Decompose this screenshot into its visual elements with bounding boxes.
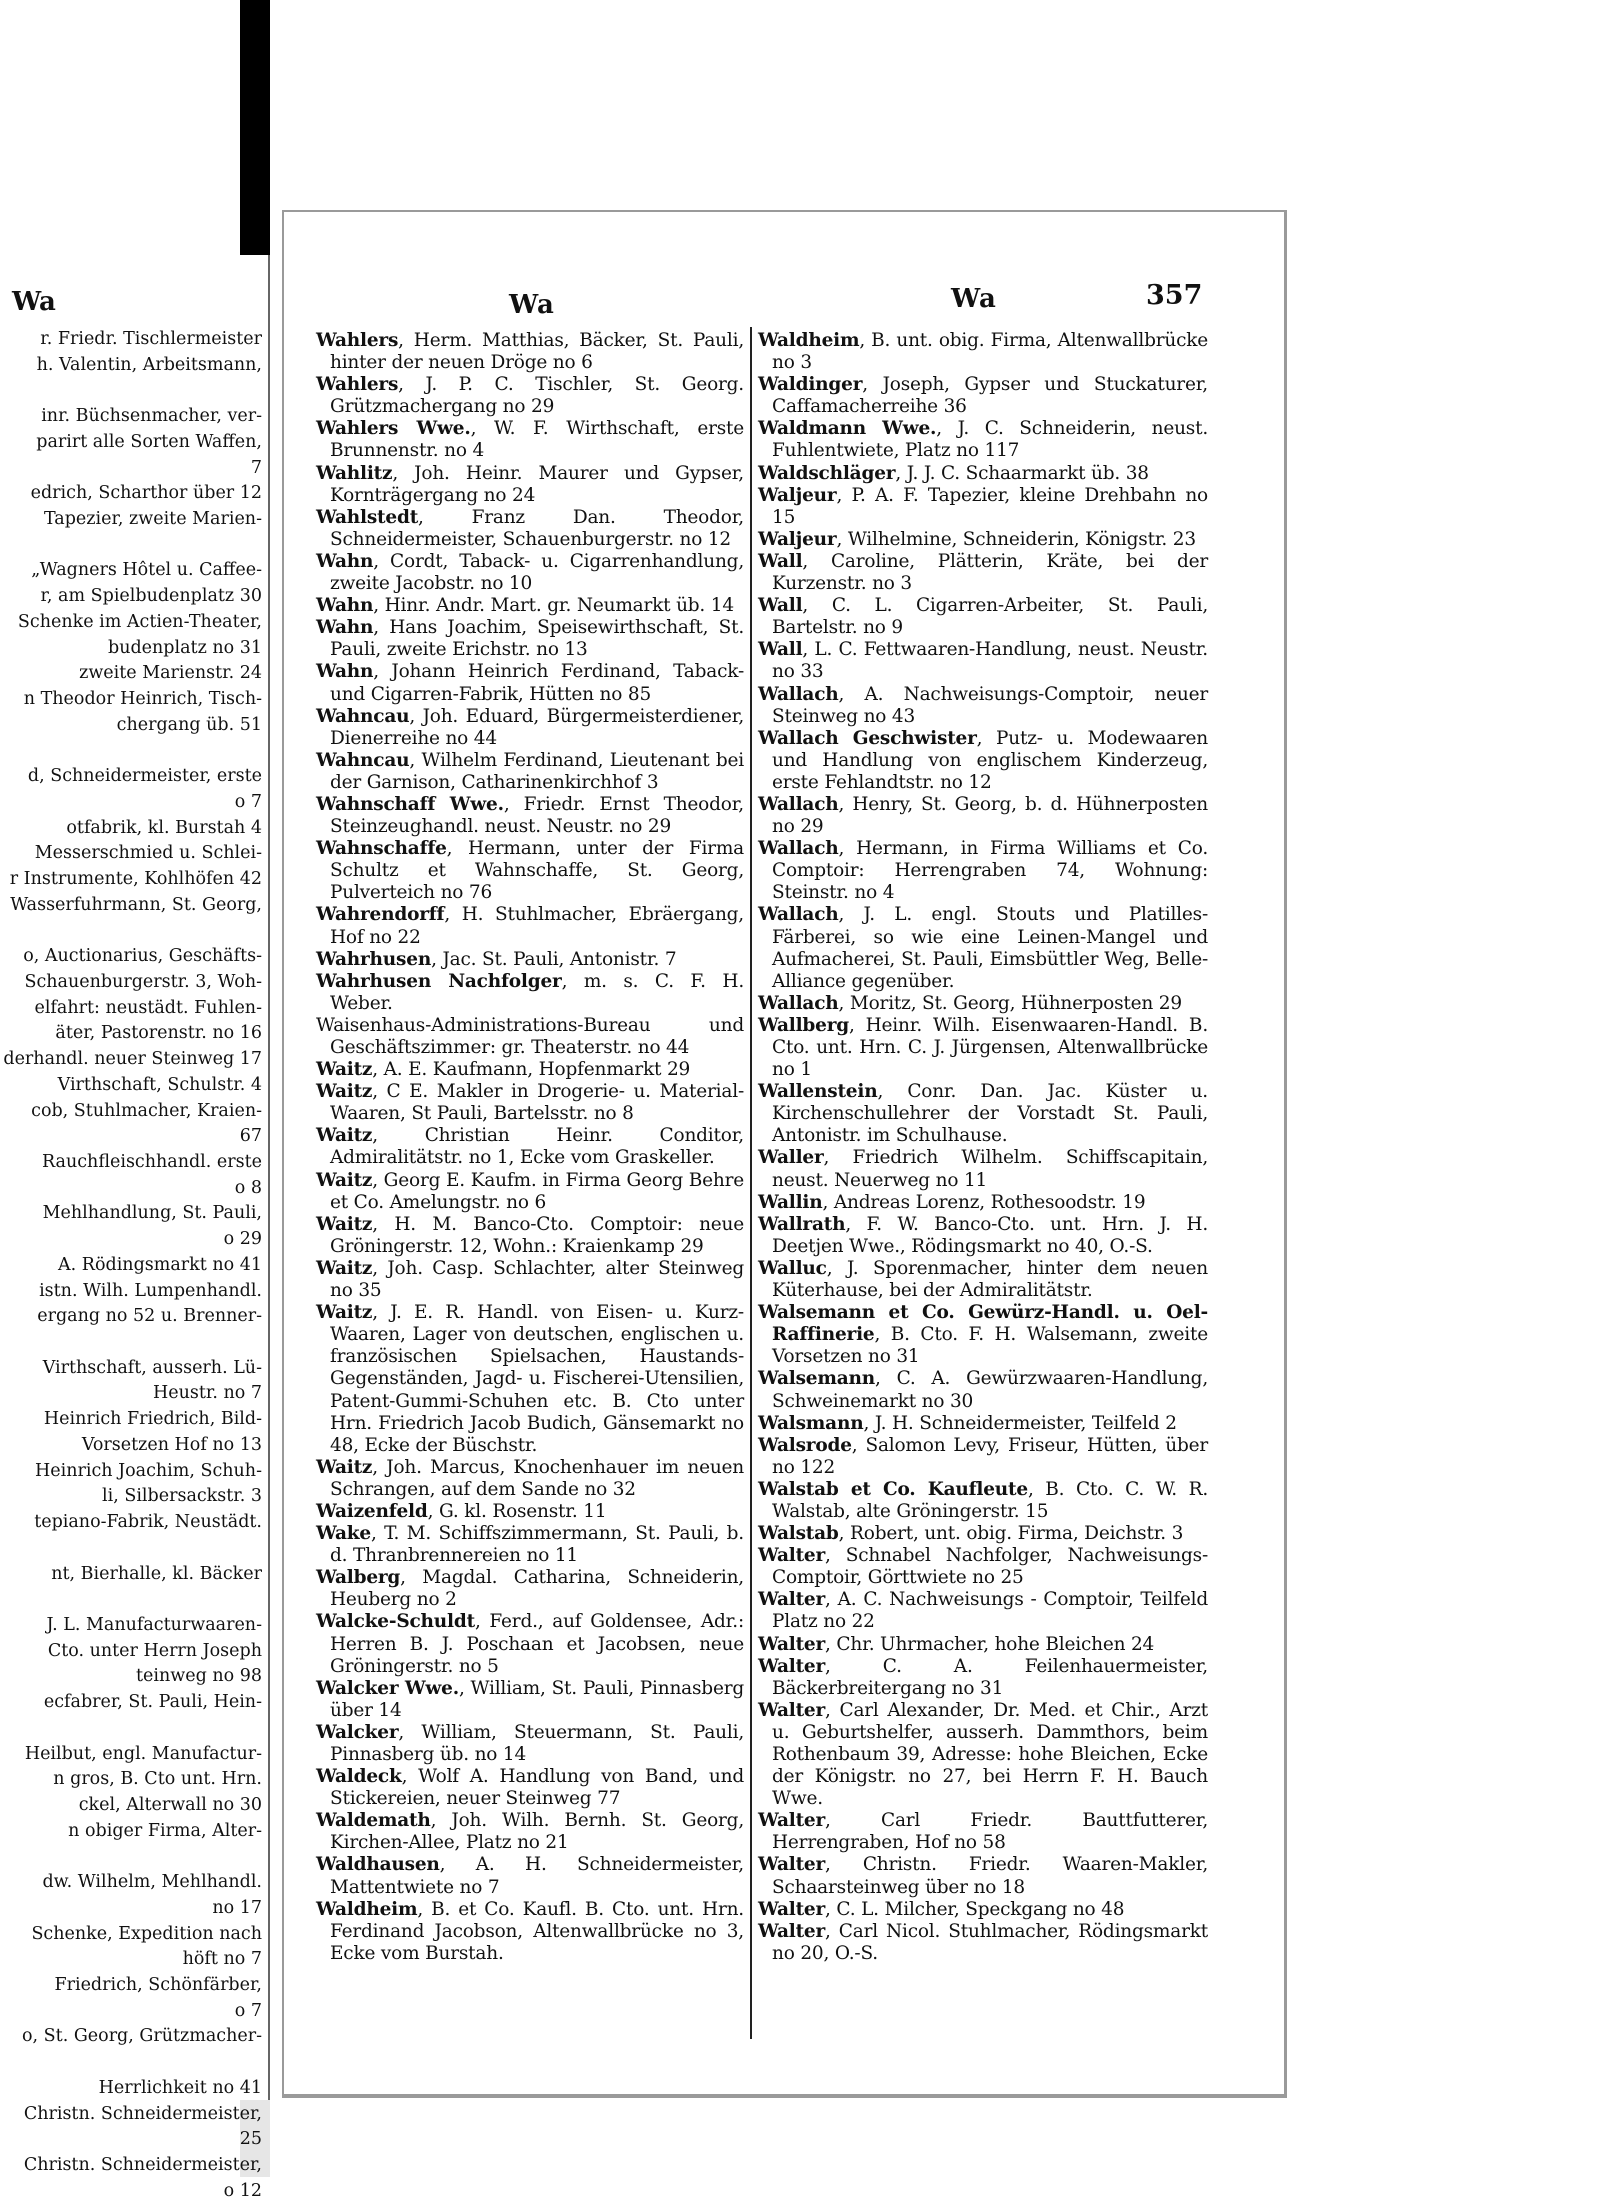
directory-entry: Wahnschaff Wwe., Friedr. Ernst Theodor, Steinzeughandl. neust. Neustr. no 29 (316, 793, 744, 838)
directory-entry: Waitz, Georg E. Kaufm. in Firma Georg Behre et Co. Amelungstr. no 6 (316, 1169, 744, 1213)
page-number: 357 (1146, 280, 1203, 311)
directory-entry: Wallach Geschwister, Putz- u. Modewaaren und Handlung von englischem Kinderzeug, erste Fehlandtstr. no 12 (758, 727, 1208, 793)
left-page-line: Rauchfleischhandl. erste (41, 1152, 262, 1172)
left-page-line: J. L. Manufacturwaaren- (46, 1614, 262, 1635)
left-page-line: Virthschaft, ausserh. Lü- (42, 1357, 262, 1378)
directory-entry: Waizenfeld, G. kl. Rosenstr. 11 (316, 1500, 607, 1522)
directory-entry: Walsrode, Salomon Levy, Friseur, Hütten, über no 122 (758, 1434, 1208, 1478)
header-right: Wa (951, 284, 997, 314)
directory-entry: Walter, A. C. Nachweisungs - Comptoir, Teilfeld Platz no 22 (758, 1589, 1208, 1633)
directory-entry: Wahlstedt, Franz Dan. Theodor, Schneidermeister, Schauenburgerstr. no 12 (316, 506, 744, 550)
left-page-line: r. Friedr. Tischlermeister (40, 329, 262, 349)
left-page-line: Heustr. no 7 (153, 1383, 262, 1404)
directory-entry: Waller, Friedrich Wilhelm. Schiffscapitain, neust. Neuerweg no 11 (758, 1147, 1208, 1191)
left-page-line: zweite Marienstr. 24 (79, 663, 262, 684)
left-page-line: derhandl. neuer Steinweg 17 (3, 1049, 262, 1070)
directory-entry: Walsemann et Co. Gewürz-Handl. u. Oel-Raffinerie, B. Cto. F. H. Walsemann, zweite Vorsetzen no 31 (758, 1302, 1208, 1368)
directory-entry: Walter, C. L. Milcher, Speckgang no 48 (758, 1898, 1125, 1920)
left-page-lines (0, 327, 262, 2204)
directory-entry: Walcke-Schuldt, Ferd., auf Goldensee, Adr.: Herren B. J. Poschaan et Jacobsen, neue Gröningerstr. no 5 (316, 1611, 744, 1677)
left-page-line (0, 739, 262, 765)
left-page-line: Heinrich Friedrich, Bild- (43, 1409, 262, 1430)
directory-entry: Waitz, C E. Makler in Drogerie- u. Material-Waaren, St Pauli, Bartelsstr. no 8 (316, 1081, 744, 1125)
left-page-line: 25 (239, 2129, 262, 2150)
left-page-line: 67 (239, 1126, 262, 1147)
left-page-line (0, 1536, 262, 1562)
left-page-line: Vorsetzen Hof no 13 (81, 1434, 262, 1455)
left-page-line: Cto. unter Herrn Joseph (47, 1640, 262, 1661)
directory-entry: Waldeck, Wolf A. Handlung von Band, und Stickereien, neuer Steinweg 77 (316, 1766, 744, 1810)
directory-entry: Wallach, J. L. engl. Stouts und Platilles-Färberei, so wie eine Leinen-Mangel und Aufmacherei, St. Pauli, Eimsbüttler Weg, Belle-Alliance gegenüber. (758, 904, 1208, 992)
left-page-line: Schauenburgerstr. 3, Woh- (24, 971, 262, 992)
directory-entry: Waldheim, B. unt. obig. Firma, Altenwallbrücke no 3 (758, 330, 1208, 374)
left-page-line: edrich, Scharthor über 12 (30, 483, 262, 504)
left-page-line: Heilbut, engl. Manufactur- (24, 1743, 262, 1764)
left-page-line: Christn. Schneidermeister, (23, 2103, 262, 2124)
directory-entry: Walsmann, J. H. Schneidermeister, Teilfeld 2 (758, 1412, 1177, 1434)
left-page-line: parirt alle Sorten Waffen, (36, 431, 262, 452)
left-page-line: cob, Stuhlmacher, Kraien- (31, 1100, 262, 1121)
directory-entry: Wall, C. L. Cigarren-Arbeiter, St. Pauli, Bartelstr. no 9 (758, 595, 1208, 639)
left-page-line: h. Valentin, Arbeitsmann, (36, 354, 262, 375)
directory-entry: Waitz, Joh. Marcus, Knochenhauer im neuen Schrangen, auf dem Sande no 32 (316, 1456, 744, 1500)
directory-entry: Walberg, Magdal. Catharina, Schneiderin, Heuberg no 2 (316, 1567, 744, 1611)
directory-entry: Wallach, Hermann, in Firma Williams et Co. Comptoir: Herrengraben 74, Wohnung: Steinstr. no 4 (758, 838, 1208, 904)
left-page-line: Heinrich Joachim, Schuh- (35, 1460, 262, 1481)
left-page-line: dw. Wilhelm, Mehlhandl. (42, 1872, 262, 1893)
left-page-line: Tapezier, zweite Marien- (43, 509, 262, 530)
directory-entry: Wallenstein, Conr. Dan. Jac. Küster u. Kirchenschullehrer der Vorstadt St. Pauli, Antonistr. im Schulhause. (758, 1081, 1208, 1147)
directory-entry: Walter, C. A. Feilenhauermeister, Bäckerbreitergang no 31 (758, 1655, 1208, 1699)
column-right (758, 330, 1208, 1965)
left-page-line: n Theodor Heinrich, Tisch- (23, 689, 262, 710)
left-page-line: li, Silbersackstr. 3 (102, 1486, 262, 1507)
left-page-line: nt, Bierhalle, kl. Bäcker (51, 1563, 262, 1584)
left-page-line: istn. Wilh. Lumpenhandl. (39, 1280, 262, 1301)
left-page-line: ckel, Alterwall no 30 (78, 1794, 262, 1815)
directory-entry: Wall, L. C. Fettwaaren-Handlung, neust. Neustr. no 33 (758, 639, 1208, 683)
column-divider (750, 327, 752, 2039)
left-page-line: n gros, B. Cto unt. Hrn. (53, 1769, 262, 1790)
left-page-line: elfahrt: neustädt. Fuhlen- (34, 997, 262, 1018)
left-page-line: äter, Pastorenstr. no 16 (55, 1023, 262, 1044)
left-page-line: inr. Büchsenmacher, ver- (41, 406, 262, 427)
left-page-line: Wasserfuhrmann, St. Georg, (10, 894, 262, 915)
directory-entry: Walstab, Robert, unt. obig. Firma, Deichstr. 3 (758, 1523, 1184, 1545)
directory-entry: Walcker Wwe., William, St. Pauli, Pinnasberg über 14 (316, 1677, 744, 1721)
left-page-line: o 12 (223, 2180, 262, 2201)
left-page-line: Schenke im Actien-Theater, (17, 611, 262, 632)
directory-entry: Wahn, Hinr. Andr. Mart. gr. Neumarkt üb. 14 (316, 595, 734, 617)
directory-entry: Waldemath, Joh. Wilh. Bernh. St. Georg, Kirchen-Allee, Platz no 21 (316, 1810, 744, 1854)
left-page-line (0, 1330, 262, 1356)
left-page-line: 7 (250, 457, 262, 478)
directory-entry: Waitz, H. M. Banco-Cto. Comptoir: neue Gröningerstr. 12, Wohn.: Kraienkamp 29 (316, 1213, 744, 1257)
left-page-line: ecfabrer, St. Pauli, Hein- (43, 1692, 262, 1713)
left-page-line: A. Rödingsmarkt no 41 (58, 1254, 262, 1275)
left-page-line (0, 533, 262, 559)
directory-entry: Walstab et Co. Kaufleute, B. Cto. C. W. R. Walstab, alte Gröningerstr. 15 (758, 1478, 1208, 1522)
left-page-line: o, Auctionarius, Geschäfts- (23, 946, 262, 967)
left-page-line: chergang üb. 51 (116, 714, 262, 735)
directory-entry: Wall, Caroline, Plätterin, Kräte, bei der Kurzenstr. no 3 (758, 550, 1208, 595)
left-page-line: o, St. Georg, Grützmacher- (22, 2026, 262, 2047)
left-page-line: Herrlichkeit no 41 (98, 2077, 262, 2098)
directory-entry: Wallberg, Heinr. Wilh. Eisenwaaren-Handl. B. Cto. unt. Hrn. C. J. Jürgensen, Altenwallbrücke no 1 (758, 1014, 1208, 1081)
left-page-line: Mehlhandlung, St. Pauli, (42, 1203, 262, 1224)
directory-entry: Wahrhusen, Jac. St. Pauli, Antonistr. 7 (316, 948, 677, 970)
left-page-line: no 17 (212, 1897, 262, 1918)
left-page-line: Messerschmied u. Schlei- (34, 843, 262, 864)
left-page-line: teinweg no 98 (136, 1666, 262, 1687)
directory-entry: Wahrendorff, H. Stuhlmacher, Ebräergang, Hof no 22 (316, 904, 744, 948)
directory-entry: Waldhausen, A. H. Schneidermeister, Mattentwiete no 7 (316, 1854, 744, 1898)
left-page-line (0, 1716, 262, 1742)
directory-entry: Wallach, Moritz, St. Georg, Hühnerposten 29 (758, 992, 1182, 1014)
left-page-line: o 7 (234, 2000, 262, 2021)
directory-entry: Wahn, Hans Joachim, Speisewirthschaft, St. Pauli, zweite Erichstr. no 13 (316, 617, 744, 661)
directory-entry: Wahn, Johann Heinrich Ferdinand, Taback- und Cigarren-Fabrik, Hütten no 85 (316, 661, 744, 705)
directory-entry: Wahncau, Wilhelm Ferdinand, Lieutenant bei der Garnison, Catharinenkirchhof 3 (316, 749, 744, 793)
left-page-header: Wa (12, 287, 56, 317)
left-page-line: otfabrik, kl. Burstah 4 (66, 817, 262, 838)
directory-entry: Wallrath, F. W. Banco-Cto. unt. Hrn. J. H. Deetjen Wwe., Rödingsmarkt no 40, O.-S. (758, 1213, 1208, 1257)
left-page-line: Schenke, Expedition nach (31, 1923, 262, 1944)
directory-entry: Waldinger, Joseph, Gypser und Stuckaturer, Caffamacherreihe 36 (758, 374, 1208, 418)
directory-entry: Waldschläger, J. J. C. Schaarmarkt üb. 38 (758, 462, 1149, 484)
header-left: Wa (509, 290, 555, 320)
directory-entry: Walsemann, C. A. Gewürzwaaren-Handlung, Schweinemarkt no 30 (758, 1368, 1208, 1412)
left-page-line: Virthschaft, Schulstr. 4 (57, 1074, 262, 1095)
directory-entry: Wahrhusen Nachfolger, m. s. C. F. H. Weber. (316, 970, 744, 1014)
directory-entry: Walter, Schnabel Nachfolger, Nachweisungs-Comptoir, Görttwiete no 25 (758, 1545, 1208, 1589)
directory-entry: Waldheim, B. et Co. Kaufl. B. Cto. unt. Hrn. Ferdinand Jacobson, Altenwallbrücke no 3, Ecke vom Burstah. (316, 1898, 744, 1964)
directory-entry: Wahlers, Herm. Matthias, Bäcker, St. Pauli, hinter der neuen Dröge no 6 (316, 330, 744, 374)
left-page-line: n obiger Firma, Alter- (68, 1820, 262, 1841)
left-page-line: „Wagners Hôtel u. Caffee- (31, 560, 262, 581)
directory-entry: Walter, Christn. Friedr. Waaren-Makler, Schaarsteinweg über no 18 (758, 1854, 1208, 1898)
left-page-line: r, am Spielbudenplatz 30 (40, 586, 262, 607)
left-page-line: Friedrich, Schönfärber, (54, 1975, 262, 1995)
left-page-line: Christn. Schneidermeister, (23, 2155, 262, 2176)
left-page-line: budenplatz no 31 (108, 637, 262, 658)
directory-entry: Wahncau, Joh. Eduard, Bürgermeisterdiener, Dienerreihe no 44 (316, 705, 744, 749)
directory-entry: Walluc, J. Sporenmacher, hinter dem neuen Küterhause, bei der Admiralitätstr. (758, 1257, 1208, 1302)
directory-entry: Waljeur, Wilhelmine, Schneiderin, Königstr. 23 (758, 528, 1196, 550)
left-page-line: ergang no 52 u. Brenner- (37, 1306, 262, 1327)
directory-entry: Wahlitz, Joh. Heinr. Maurer und Gypser, Kornträgergang no 24 (316, 462, 744, 506)
left-page-line: tepiano-Fabrik, Neustädt. (34, 1512, 262, 1533)
directory-entry: Walter, Chr. Uhrmacher, hohe Bleichen 24 (758, 1633, 1155, 1655)
column-left (316, 330, 744, 1965)
directory-entry: Wahlers, J. P. C. Tischler, St. Georg. Grützmachergang no 29 (316, 374, 744, 418)
left-page-line: o 8 (234, 1177, 262, 1198)
directory-entry: Waitz, Christian Heinr. Conditor, Admiralitätstr. no 1, Ecke vom Graskeller. (316, 1125, 744, 1169)
directory-entry: Waitz, Joh. Casp. Schlachter, alter Steinweg no 35 (316, 1257, 744, 1302)
directory-entry: Waldmann Wwe., J. C. Schneiderin, neust. Fuhlentwiete, Platz no 117 (758, 418, 1208, 462)
left-page-line: o 7 (234, 791, 262, 812)
left-page-line (0, 1587, 262, 1613)
directory-entry: Waitz, J. E. R. Handl. von Eisen- u. Kurz-Waaren, Lager von deutschen, englischen u. französischen Spielsachen, Haustands-Gegenständen, Jagd- u. Fischerei-Utensilien, Patent-Gummi-Schuhen etc. B. Cto unter Hrn. Friedrich Jacob Budich, Gänsemarkt no 48, Ecke der Büschstr. (316, 1302, 744, 1456)
directory-entry: Waisenhaus-Administrations-Bureau und Geschäftszimmer: gr. Theaterstr. no 44 (316, 1014, 744, 1058)
directory-entry: Wallach, Henry, St. Georg, b. d. Hühnerposten no 29 (758, 793, 1208, 838)
right-page (282, 210, 1287, 2098)
left-page-line (0, 378, 262, 404)
directory-entry: Walter, Carl Friedr. Bauttfutterer, Herrengraben, Hof no 58 (758, 1810, 1208, 1854)
left-page-line (0, 2050, 262, 2076)
left-page-line: d, Schneidermeister, erste (27, 766, 262, 787)
directory-entry: Waljeur, P. A. F. Tapezier, kleine Drehbahn no 15 (758, 484, 1208, 528)
left-page-line: höft no 7 (182, 1949, 262, 1970)
left-page-line (0, 919, 262, 945)
left-page-line: r Instrumente, Kohlhöfen 42 (9, 869, 262, 890)
left-page-line: o 29 (223, 1229, 262, 1250)
directory-entry: Wake, T. M. Schiffszimmermann, St. Pauli, b. d. Thranbrennereien no 11 (316, 1523, 744, 1567)
directory-entry: Wallin, Andreas Lorenz, Rothesoodstr. 19 (758, 1191, 1146, 1213)
directory-entry: Walter, Carl Alexander, Dr. Med. et Chir., Arzt u. Geburtshelfer, ausserh. Dammthors, beim Rothenbaum 39, Adresse: hohe Bleichen, Ecke der Königstr. no 27, bei Herrn F. H. Bauch Wwe. (758, 1699, 1208, 1810)
left-page (0, 255, 270, 2201)
directory-entry: Walter, Carl Nicol. Stuhlmacher, Rödingsmarkt no 20, O.-S. (758, 1920, 1208, 1964)
left-page-line (0, 1844, 262, 1870)
directory-entry: Waitz, A. E. Kaufmann, Hopfenmarkt 29 (316, 1059, 691, 1081)
directory-entry: Wahnschaffe, Hermann, unter der Firma Schultz et Wahnschaffe, St. Georg, Pulverteich no 76 (316, 838, 744, 904)
directory-entry: Walcker, William, Steuermann, St. Pauli, Pinnasberg üb. no 14 (316, 1721, 744, 1765)
directory-entry: Wallach, A. Nachweisungs-Comptoir, neuer Steinweg no 43 (758, 683, 1208, 727)
directory-entry: Wahlers Wwe., W. F. Wirthschaft, erste Brunnenstr. no 4 (316, 418, 744, 462)
directory-entry: Wahn, Cordt, Taback- u. Cigarrenhandlung, zweite Jacobstr. no 10 (316, 550, 744, 595)
